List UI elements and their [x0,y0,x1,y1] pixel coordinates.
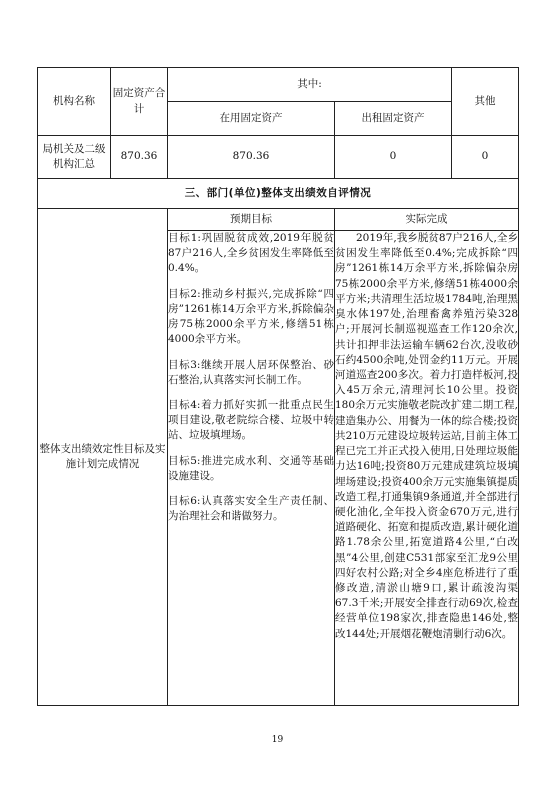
goal-item: 目标2:推动乡村振兴,完成拆除“四房”1261栋14万余平方米,拆除偏杂房75栋2000余平方米,修缮51栋4000余平方米。 [168,287,334,346]
page-number: 19 [271,735,284,745]
fixed-assets-and-performance-table [37,67,519,706]
goal-item: 目标3:继续开展人居环保整治、砂石整治,认真落实河长制工作。 [168,358,334,386]
header-other: 其他 [452,68,519,136]
summary-row-total: 870.36 [111,136,168,179]
goal-item: 目标4:着力抓好实抓一批重点民生项目建设,敬老院综合楼、垃圾中转站、垃圾填埋场。 [168,398,334,442]
performance-row-label: 整体支出绩效定性目标及实施计划完成情况 [38,209,168,706]
actual-paragraph: 2019年,我乡脱贫87户216人,全乡贫困发生率降低至0.4%;完成拆除“四房”1261栋14万余平方米,拆除偏杂房75栋2000余平方米,修缮51栋4000余平方米;共清理生活垃圾1784吨,治理黑臭水体197处,治理畜禽养殖污染328户;开展河长制巡视巡查工作120余次,共计扣押非法运输车辆62台次,没收砂石约4500余吨,处罚金约11万元。开展河道巡查200多次。着力打造样板河,投入45万余元,清理河长10公里。投资180余万元实施敬老院改扩建二期工程,建造集办公、用餐为一体的综合楼;投资共210万元建设垃圾转运站,目前主体工程已完工并正式投入使用,日处理垃圾能力达16吨;投资80万元建成建筑垃圾填埋场建设;投资400余万元实施集镇提质改造工程,打通集镇9条通道,并全部进行硬化油化,全年投入资金670万元,进行道路硬化、拓宽和提质改造,累计硬化道路1.78余公里,拓宽道路4公里,“白改黑”4公里,创建C531部家至汇龙9公里四好农村公路;对全乡4座危桥进行了重修改造,清淤山塘9口,累计疏浚沟渠67.3千米;开展安全排查行动69次,检查经营单位198家次,排查隐患146处,整改144处;开展烟花鞭炮清剿行动6次。 [335,232,518,640]
actual-completion-text [335,231,519,706]
header-org-name: 机构名称 [38,68,111,136]
expected-goals-header: 预期目标 [168,209,335,231]
actual-completion-header: 实际完成 [335,209,519,231]
header-rented-out: 出租固定资产 [335,102,452,136]
goal-item: 目标1:巩固脱贫成效,2019年脱贫87户216人,全乡贫困发生率降低至0.4%。 [168,232,334,275]
section-title: 三、部门(单位)整体支出绩效自评情况 [38,179,519,209]
header-of-which: 其中: [168,68,452,102]
goal-item: 目标5:推进完成水利、交通等基础设施建设。 [168,454,334,482]
summary-row-name: 局机关及二级机构汇总 [38,136,111,179]
header-in-use: 在用固定资产 [168,102,335,136]
summary-row-rented-out: 0 [335,136,452,179]
summary-row-other: 0 [452,136,519,179]
header-fixed-assets-total: 固定资产合计 [111,68,168,136]
summary-row-in-use: 870.36 [168,136,335,179]
goal-item: 目标6:认真落实安全生产责任制、为治理社会和谐做努力。 [168,495,334,523]
expected-goals-list [168,231,335,706]
